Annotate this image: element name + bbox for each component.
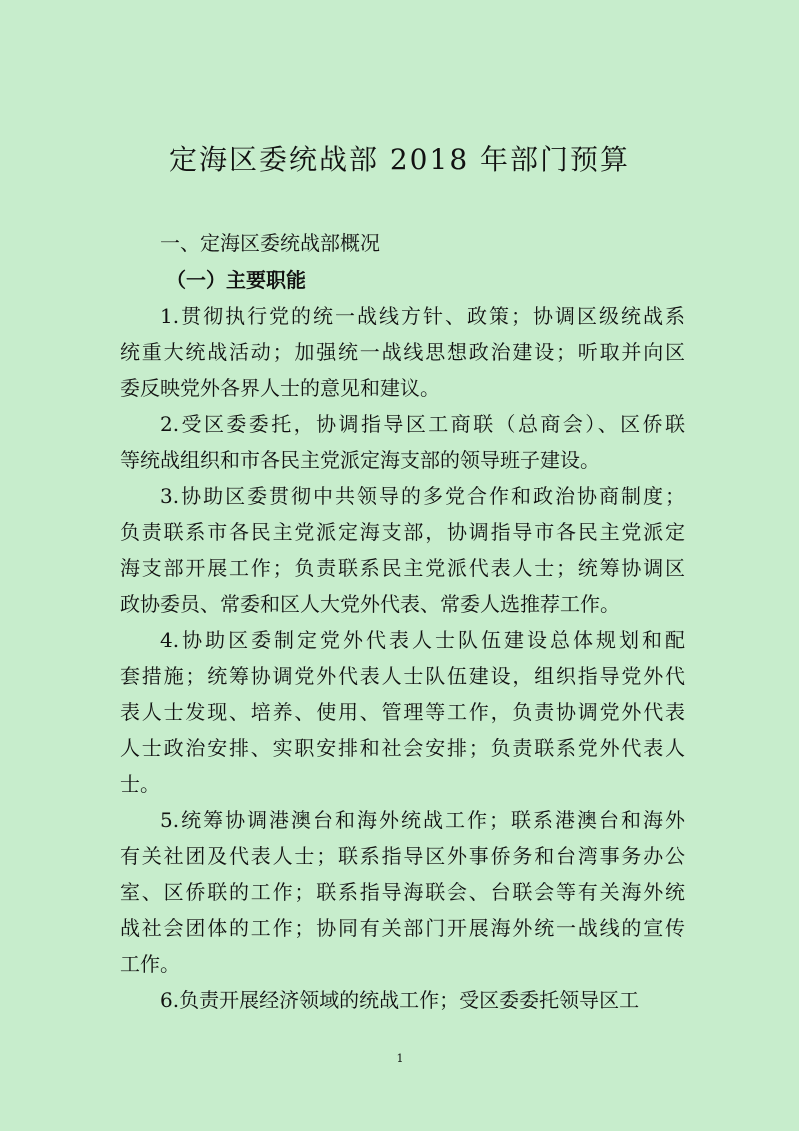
paragraph <box>120 406 685 478</box>
paragraph-line: 表人士发现、培养、使用、管理等工作，负责协调党外代表 <box>120 700 685 724</box>
paragraph-line: 3.协助区委贯彻中共领导的多党合作和政治协商制度； <box>160 484 685 508</box>
paragraph-line: 海支部开展工作；负责联系民主党派代表人士；统筹协调区 <box>120 556 685 580</box>
paragraph-line: 负责联系市各民主党派定海支部，协调指导市各民主党派定 <box>120 520 685 544</box>
paragraph-line: 工作。 <box>120 952 180 976</box>
paragraph-line: 有关社团及代表人士；联系指导区外事侨务和台湾事务办公 <box>120 844 685 868</box>
section-heading: 一、定海区委统战部概况 <box>160 231 380 255</box>
paragraph <box>120 298 685 406</box>
paragraph <box>120 622 685 802</box>
paragraph-line: 2.受区委委托，协调指导区工商联（总商会）、区侨联 <box>160 412 685 436</box>
page-number: 1 <box>396 1052 404 1065</box>
paragraph-line: 人士政治安排、实职安排和社会安排；负责联系党外代表人 <box>120 736 685 760</box>
paragraph-line: 5.统筹协调港澳台和海外统战工作；联系港澳台和海外 <box>160 808 685 832</box>
paragraph-line: 4.协助区委制定党外代表人士队伍建设总体规划和配 <box>160 628 685 652</box>
paragraph-line: 室、区侨联的工作；联系指导海联会、台联会等有关海外统 <box>120 880 685 904</box>
paragraph-line: 套措施；统筹协调党外代表人士队伍建设，组织指导党外代 <box>120 664 685 688</box>
paragraph <box>120 478 685 622</box>
paragraph-line: 士。 <box>120 772 160 796</box>
paragraph-line: 6.负责开展经济领域的统战工作；受区委委托领导区工 <box>160 988 640 1012</box>
paragraph-line: 政协委员、常委和区人大党外代表、常委人选推荐工作。 <box>120 592 620 616</box>
document-body <box>120 225 685 1018</box>
paragraph-line: 委反映党外各界人士的意见和建议。 <box>120 376 440 400</box>
subsection-heading: （一）主要职能 <box>166 268 306 292</box>
document-title: 定海区委统战部 2018 年部门预算 <box>168 143 631 176</box>
paragraph <box>120 802 685 982</box>
paragraph-line: 等统战组织和市各民主党派定海支部的领导班子建设。 <box>120 448 600 472</box>
paragraph <box>120 982 685 1018</box>
paragraph-line: 战社会团体的工作；协同有关部门开展海外统一战线的宣传 <box>120 916 685 940</box>
paragraph-line: 统重大统战活动；加强统一战线思想政治建设；听取并向区 <box>120 340 685 364</box>
paragraph-list <box>120 298 685 1018</box>
paragraph-line: 1.贯彻执行党的统一战线方针、政策；协调区级统战系 <box>160 304 685 328</box>
